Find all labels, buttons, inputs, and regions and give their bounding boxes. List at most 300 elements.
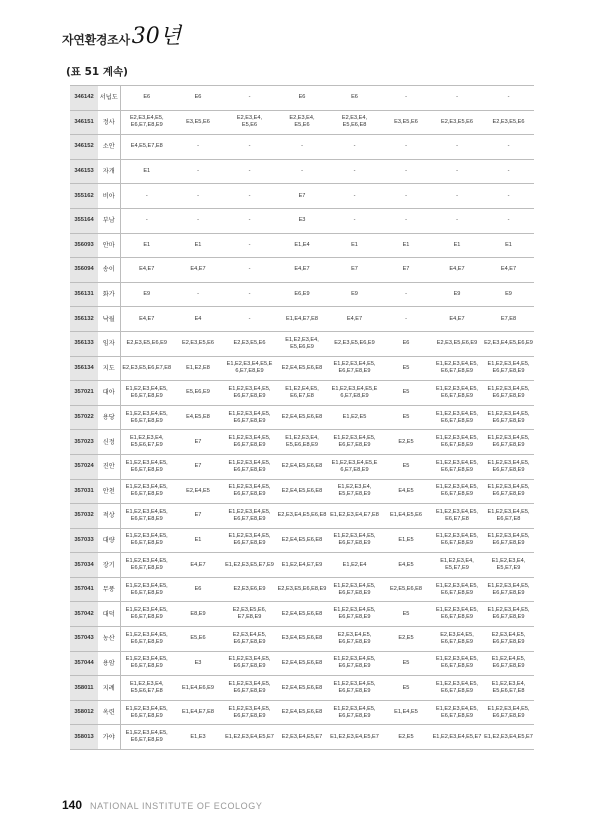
table-row <box>70 700 534 725</box>
map-code-cell: 356132 <box>70 307 98 332</box>
table-body <box>70 86 534 750</box>
value-cell: E2,E3,E4, E5,E6 <box>276 110 328 135</box>
value-cell: E1,E2,E3,E4,E5, E6,E7,E8,E9 <box>328 577 381 602</box>
header-title: 자연환경조사 <box>62 33 130 47</box>
map-name-cell: 대덕 <box>98 602 120 627</box>
value-cell: E1,E2,E3,E4,E5, E6,E7,E8,E9 <box>431 651 483 676</box>
value-cell: E2,E4,E5,E6,E8 <box>276 405 328 430</box>
value-cell: E1,E2,E3,E4,E5,E 6,E7,E8,E9 <box>223 356 276 381</box>
value-cell: E1,E2,E3,E4,E5, E6,E7,E8,E9 <box>483 577 534 602</box>
value-cell: E2,E3,E5,E6,E9 <box>120 331 173 356</box>
map-code-cell: 357021 <box>70 381 98 406</box>
value-cell: E2,E5 <box>381 725 431 750</box>
value-cell: E1,E2,E3,E4,E5, E6,E7,E8,E9 <box>328 528 381 553</box>
value-cell: - <box>223 86 276 111</box>
map-name-cell: 지례 <box>98 676 120 701</box>
map-code-cell: 346153 <box>70 159 98 184</box>
value-cell: E2,E5,E6,E8 <box>381 577 431 602</box>
value-cell: E1,E3 <box>173 725 223 750</box>
table-row <box>70 405 534 430</box>
table-row <box>70 282 534 307</box>
value-cell: - <box>223 208 276 233</box>
value-cell: E1,E2,E3,E4, E5,E6,E7,E8 <box>483 676 534 701</box>
value-cell: E5,E6,E9 <box>173 381 223 406</box>
value-cell: E1 <box>483 233 534 258</box>
value-cell: - <box>223 159 276 184</box>
value-cell: E9 <box>328 282 381 307</box>
value-cell: E1,E4,E6,E9 <box>173 676 223 701</box>
value-cell: E2,E3,E4,E5,E6,E9 <box>483 331 534 356</box>
value-cell: - <box>223 258 276 283</box>
value-cell: E2,E4,E5,E6,E8 <box>276 479 328 504</box>
map-name-cell: 지도 <box>98 356 120 381</box>
table-row <box>70 651 534 676</box>
map-code-cell: 357042 <box>70 602 98 627</box>
value-cell: - <box>328 159 381 184</box>
value-cell: - <box>173 135 223 160</box>
value-cell: E1,E4 <box>276 233 328 258</box>
value-cell: E1,E2,E3,E4,E5, E6,E7,E8,E9 <box>483 405 534 430</box>
value-cell: E2,E3,E4,E5, E6,E7,E8,E9 <box>120 110 173 135</box>
value-cell: E1,E2,E3,E4,E5, E6,E7,E8,E9 <box>120 528 173 553</box>
value-cell: E7 <box>173 430 223 455</box>
value-cell: E1,E2,E3,E4,E5, E6,E7,E8,E9 <box>120 651 173 676</box>
value-cell: E1,E2,E8 <box>173 356 223 381</box>
map-name-cell: 안마 <box>98 233 120 258</box>
value-cell: E1,E2,E4,E5, E6,E7,E8,E9 <box>483 651 534 676</box>
value-cell: - <box>483 184 534 209</box>
value-cell: E2,E4,E5,E6,E8 <box>276 700 328 725</box>
map-code-cell: 346152 <box>70 135 98 160</box>
value-cell: E6 <box>173 86 223 111</box>
value-cell: E5 <box>381 454 431 479</box>
value-cell: E1,E2,E3,E4, E5,E6,E7,E9 <box>120 430 173 455</box>
value-cell: - <box>431 86 483 111</box>
map-code-cell: 355164 <box>70 208 98 233</box>
table-row <box>70 258 534 283</box>
value-cell: E6 <box>276 86 328 111</box>
value-cell: - <box>431 135 483 160</box>
value-cell: E2,E3,E5,E6,E7,E8 <box>120 356 173 381</box>
map-name-cell: 정사 <box>98 110 120 135</box>
value-cell: E1,E4,E7,E8 <box>173 700 223 725</box>
value-cell: E2,E3,E6,E9 <box>223 577 276 602</box>
value-cell: E1,E2,E3,E4,E5, E6,E7,E8,E9 <box>223 504 276 529</box>
map-name-cell: 자개 <box>98 159 120 184</box>
value-cell: E1,E5 <box>381 528 431 553</box>
value-cell: E1,E2,E3,E4,E5,E7 <box>328 725 381 750</box>
value-cell: E4,E7 <box>483 258 534 283</box>
value-cell: E3,E5,E6 <box>173 110 223 135</box>
publisher-name: NATIONAL INSTITUTE OF ECOLOGY <box>90 801 263 811</box>
value-cell: E2,E5 <box>381 430 431 455</box>
value-cell: E4,E7 <box>120 258 173 283</box>
map-name-cell: 안천 <box>98 479 120 504</box>
map-name-cell: 임자 <box>98 331 120 356</box>
map-code-cell: 356134 <box>70 356 98 381</box>
value-cell: E1,E2,E3,E4,E5, E6,E7,E8 <box>483 504 534 529</box>
page-number: 140 <box>62 798 83 812</box>
value-cell: E5 <box>381 381 431 406</box>
table-row <box>70 233 534 258</box>
value-cell: E4,E7 <box>120 307 173 332</box>
value-cell: E1,E2,E3,E4,E5, E6,E7,E8,E9 <box>431 602 483 627</box>
map-code-cell: 357032 <box>70 504 98 529</box>
value-cell: E1,E2,E3,E4,E5, E6,E7,E8,E9 <box>483 479 534 504</box>
value-cell: - <box>381 135 431 160</box>
value-cell: E2,E4,E5,E6,E8 <box>276 356 328 381</box>
value-cell: E2,E4,E5 <box>173 479 223 504</box>
value-cell: - <box>381 208 431 233</box>
value-cell: E2,E3,E5,E6,E8,E9 <box>276 577 328 602</box>
map-code-cell: 357023 <box>70 430 98 455</box>
value-cell: E4,E7 <box>431 307 483 332</box>
map-name-cell: 낙월 <box>98 307 120 332</box>
map-name-cell: 용암 <box>98 651 120 676</box>
table-row <box>70 430 534 455</box>
value-cell: E1,E2,E3,E4,E5, E6,E7,E8,E9 <box>328 676 381 701</box>
value-cell: E2,E3,E4,E5, E6,E7,E8,E9 <box>223 627 276 652</box>
value-cell: - <box>431 184 483 209</box>
table-row <box>70 577 534 602</box>
value-cell: E1,E2,E3,E4,E5, E6,E7,E8,E9 <box>223 700 276 725</box>
value-cell: E1 <box>431 233 483 258</box>
value-cell: E4,E7 <box>328 307 381 332</box>
map-code-cell: 357043 <box>70 627 98 652</box>
value-cell: E2,E4,E5,E6,E8 <box>276 454 328 479</box>
value-cell: - <box>483 159 534 184</box>
table-row <box>70 381 534 406</box>
value-cell: E2,E3,E4,E5,E7 <box>276 725 328 750</box>
value-cell: - <box>483 208 534 233</box>
value-cell: E1 <box>173 528 223 553</box>
value-cell: E7 <box>173 504 223 529</box>
value-cell: E1,E2,E3,E4,E5, E6,E7,E8,E9 <box>483 700 534 725</box>
value-cell: E1,E2,E3,E4,E5, E6,E7,E8,E9 <box>431 700 483 725</box>
value-cell: E4,E7 <box>276 258 328 283</box>
value-cell: E7 <box>173 454 223 479</box>
map-code-cell: 357033 <box>70 528 98 553</box>
value-cell: - <box>381 86 431 111</box>
map-name-cell: 가야 <box>98 725 120 750</box>
value-cell: E1 <box>120 159 173 184</box>
value-cell: E2,E3,E5,E6 <box>173 331 223 356</box>
map-code-cell: 358012 <box>70 700 98 725</box>
value-cell: E1,E4,E7,E8 <box>276 307 328 332</box>
value-cell: E1 <box>381 233 431 258</box>
map-name-cell: 부남 <box>98 208 120 233</box>
value-cell: E1,E2,E3,E4,E5, E6,E7,E8,E9 <box>483 454 534 479</box>
value-cell: E1,E2,E3,E4,E5, E6,E7,E8 <box>431 504 483 529</box>
value-cell: E2,E3,E4,E5,E6,E8 <box>276 504 328 529</box>
map-name-cell: 송이 <box>98 258 120 283</box>
value-cell: E1 <box>328 233 381 258</box>
value-cell: - <box>223 307 276 332</box>
table-row <box>70 135 534 160</box>
map-name-cell: 화가 <box>98 282 120 307</box>
value-cell: E1,E2,E3,E4,E5, E6,E7,E8,E9 <box>223 405 276 430</box>
value-cell: E1,E2,E3,E4,E5, E6,E7,E8,E9 <box>431 454 483 479</box>
value-cell: E2,E3,E4,E5, E6,E7,E8,E9 <box>431 627 483 652</box>
map-name-cell: 비아 <box>98 184 120 209</box>
value-cell: E5 <box>381 651 431 676</box>
value-cell: E1,E2,E3,E4, E5,E7,E9 <box>431 553 483 578</box>
value-cell: E1,E2,E4 <box>328 553 381 578</box>
map-code-cell: 356094 <box>70 258 98 283</box>
map-name-cell: 무풍 <box>98 577 120 602</box>
table-row <box>70 110 534 135</box>
table-row <box>70 184 534 209</box>
value-cell: - <box>483 135 534 160</box>
value-cell: E1,E2,E3,E4,E5, E6,E7,E8,E9 <box>120 454 173 479</box>
value-cell: E1,E2,E4,E5, E6,E7,E8 <box>276 381 328 406</box>
value-cell: E1,E2,E3,E4,E5, E6,E7,E8,E9 <box>223 381 276 406</box>
value-cell: E5 <box>381 405 431 430</box>
table-row <box>70 307 534 332</box>
value-cell: E2,E4,E5,E6,E8 <box>276 676 328 701</box>
value-cell: E3 <box>276 208 328 233</box>
table-row <box>70 356 534 381</box>
value-cell: E1,E2,E3,E4, E5,E7,E9 <box>483 553 534 578</box>
value-cell: E1,E2,E3,E4,E5, E6,E7,E8,E9 <box>223 479 276 504</box>
map-code-cell: 357041 <box>70 577 98 602</box>
value-cell: - <box>120 208 173 233</box>
value-cell: E2,E3,E5,E6, E7,E8,E9 <box>223 602 276 627</box>
value-cell: E1,E2,E3,E4,E5, E6,E7,E8,E9 <box>223 454 276 479</box>
value-cell: E5 <box>381 676 431 701</box>
table-row <box>70 627 534 652</box>
value-cell: E1,E2,E3,E4,E5, E6,E7,E8,E9 <box>431 528 483 553</box>
table-row <box>70 504 534 529</box>
value-cell: - <box>223 184 276 209</box>
value-cell: E1,E2,E3,E4,E5, E6,E7,E8,E9 <box>120 602 173 627</box>
value-cell: E1,E4,E5 <box>381 700 431 725</box>
value-cell: E1,E4,E5,E6 <box>381 504 431 529</box>
value-cell: - <box>431 159 483 184</box>
map-code-cell: 357031 <box>70 479 98 504</box>
value-cell: - <box>328 208 381 233</box>
value-cell: E1,E2,E3,E4,E5, E6,E7,E8,E9 <box>431 577 483 602</box>
value-cell: E1,E2,E3,E4,E5, E6,E7,E8,E9 <box>328 602 381 627</box>
value-cell: E2,E3,E5,E6 <box>431 110 483 135</box>
value-cell: - <box>328 135 381 160</box>
value-cell: - <box>328 184 381 209</box>
value-cell: E2,E3,E4,E5, E6,E7,E8,E9 <box>483 627 534 652</box>
map-code-cell: 358013 <box>70 725 98 750</box>
value-cell: E4,E5,E7,E8 <box>120 135 173 160</box>
value-cell: E3 <box>173 651 223 676</box>
value-cell: E7 <box>276 184 328 209</box>
map-name-cell: 진안 <box>98 454 120 479</box>
value-cell: E1,E2,E3,E4,E5, E6,E7,E8,E9 <box>120 577 173 602</box>
value-cell: E2,E3,E5,E6,E9 <box>328 331 381 356</box>
value-cell: E2,E3,E5,E6 <box>483 110 534 135</box>
table-row <box>70 553 534 578</box>
value-cell: - <box>276 135 328 160</box>
value-cell: E1,E2,E3,E4,E7,E8 <box>328 504 381 529</box>
value-cell: E5 <box>381 356 431 381</box>
value-cell: E1,E2,E3,E4,E5, E6,E7,E8,E9 <box>120 700 173 725</box>
value-cell: E1,E2,E3,E4,E5, E6,E7,E8,E9 <box>120 627 173 652</box>
table-row <box>70 159 534 184</box>
value-cell: - <box>120 184 173 209</box>
value-cell: E7 <box>328 258 381 283</box>
value-cell: E1,E2,E3,E5,E7,E9 <box>223 553 276 578</box>
value-cell: E6,E9 <box>276 282 328 307</box>
value-cell: - <box>223 282 276 307</box>
value-cell: E1,E2,E3,E4,E5, E6,E7,E8,E9 <box>431 356 483 381</box>
value-cell: E1,E2,E3,E4,E5,E 6,E7,E8,E9 <box>328 381 381 406</box>
value-cell: E1,E2,E3,E4,E5, E6,E7,E8,E9 <box>223 430 276 455</box>
value-cell: E1,E2,E3,E4,E5,E7 <box>431 725 483 750</box>
value-cell: - <box>381 282 431 307</box>
value-cell: E2,E3,E5,E6 <box>223 331 276 356</box>
value-cell: E2,E3,E4, E5,E6,E8 <box>328 110 381 135</box>
value-cell: E4,E7 <box>173 258 223 283</box>
value-cell: E1,E2,E3,E4,E5, E6,E7,E8,E9 <box>120 479 173 504</box>
map-code-cell: 357022 <box>70 405 98 430</box>
running-header <box>62 18 181 48</box>
value-cell: - <box>381 159 431 184</box>
table-row <box>70 479 534 504</box>
value-cell: E3,E4,E5,E6,E8 <box>276 627 328 652</box>
value-cell: E1,E2,E3,E4,E5, E6,E7,E8,E9 <box>431 405 483 430</box>
header-30-logo: 30년 <box>131 24 182 49</box>
value-cell: E9 <box>483 282 534 307</box>
map-code-cell: 357034 <box>70 553 98 578</box>
value-cell: E1,E2,E3,E4,E5, E6,E7,E8,E9 <box>328 651 381 676</box>
value-cell: - <box>173 159 223 184</box>
value-cell: E1,E2,E3,E4, E5,E6,E9 <box>276 331 328 356</box>
value-cell: E2,E4,E5,E6,E8 <box>276 528 328 553</box>
value-cell: - <box>173 184 223 209</box>
table-row <box>70 86 534 111</box>
map-name-cell: 신정 <box>98 430 120 455</box>
value-cell: E1 <box>120 233 173 258</box>
table-row <box>70 454 534 479</box>
table-caption: (표 51 계속) <box>66 66 128 78</box>
map-name-cell: 옥련 <box>98 700 120 725</box>
value-cell: - <box>223 233 276 258</box>
value-cell: - <box>276 159 328 184</box>
map-name-cell: 소안 <box>98 135 120 160</box>
value-cell: E5,E6 <box>173 627 223 652</box>
map-name-cell: 농산 <box>98 627 120 652</box>
table-row <box>70 725 534 750</box>
value-cell: E1,E2,E3,E4,E5, E6,E7,E8,E9 <box>223 528 276 553</box>
value-cell: - <box>381 184 431 209</box>
page-footer <box>62 798 262 812</box>
map-name-cell: 대아 <box>98 381 120 406</box>
value-cell: E4,E5 <box>381 553 431 578</box>
value-cell: E1,E2,E3,E4,E5, E6,E7,E8,E9 <box>483 381 534 406</box>
map-name-cell: 용당 <box>98 405 120 430</box>
value-cell: E4,E7 <box>431 258 483 283</box>
value-cell: E1,E2,E3,E4,E5, E6,E7,E8,E9 <box>120 725 173 750</box>
value-cell: E4 <box>173 307 223 332</box>
value-cell: E1,E2,E3,E4,E5, E6,E7,E8,E9 <box>223 676 276 701</box>
map-name-cell: 서넙도 <box>98 86 120 111</box>
map-name-cell: 적상 <box>98 504 120 529</box>
value-cell: E1,E2,E3,E4, E5,E6,E7,E8 <box>120 676 173 701</box>
value-cell: E1,E2,E3,E4,E5, E6,E7,E8,E9 <box>328 430 381 455</box>
value-cell: E2,E3,E4,E5, E6,E7,E8,E9 <box>328 627 381 652</box>
value-cell: - <box>483 86 534 111</box>
map-code-cell: 357024 <box>70 454 98 479</box>
table-row <box>70 208 534 233</box>
value-cell: E1,E2,E3,E4,E5, E6,E7,E8,E9 <box>120 381 173 406</box>
value-cell: E1,E2,E3,E4,E5, E6,E7,E8,E9 <box>483 528 534 553</box>
value-cell: E2,E4,E5,E6,E8 <box>276 602 328 627</box>
table-row <box>70 602 534 627</box>
table-row <box>70 676 534 701</box>
value-cell: E5 <box>381 602 431 627</box>
value-cell: E2,E4,E5,E6,E8 <box>276 651 328 676</box>
map-name-cell: 장기 <box>98 553 120 578</box>
map-code-cell: 356131 <box>70 282 98 307</box>
value-cell: E1,E2,E3,E4,E5, E6,E7,E8,E9 <box>431 676 483 701</box>
map-code-cell: 356093 <box>70 233 98 258</box>
value-cell: E6 <box>120 86 173 111</box>
value-cell: E4,E5,E8 <box>173 405 223 430</box>
map-code-cell: 346142 <box>70 86 98 111</box>
value-cell: E1,E2,E3,E4,E5, E6,E7,E8,E9 <box>431 381 483 406</box>
value-cell: E7 <box>381 258 431 283</box>
value-cell: E1,E2,E3,E4,E5, E6,E7,E8,E9 <box>328 356 381 381</box>
value-cell: E1,E2,E3,E4,E5,E 6,E7,E8,E9 <box>328 454 381 479</box>
map-code-cell: 358011 <box>70 676 98 701</box>
value-cell: E1,E2,E3,E4, E5,E6,E8,E9 <box>276 430 328 455</box>
value-cell: E1,E2,E3,E4,E5,E7 <box>223 725 276 750</box>
value-cell: E2,E3,E4, E5,E6 <box>223 110 276 135</box>
table-row <box>70 331 534 356</box>
value-cell: E3,E5,E6 <box>381 110 431 135</box>
value-cell: E2,E5 <box>381 627 431 652</box>
value-cell: E1,E2,E3,E4,E5, E6,E7,E8,E9 <box>120 504 173 529</box>
value-cell: E8,E9 <box>173 602 223 627</box>
value-cell: E1,E2,E3,E4,E5, E6,E7,E8,E9 <box>483 430 534 455</box>
map-code-cell: 356133 <box>70 331 98 356</box>
map-code-cell: 357044 <box>70 651 98 676</box>
value-cell: E6 <box>328 86 381 111</box>
value-cell: E1,E2,E3,E4,E5, E6,E7,E8,E9 <box>120 553 173 578</box>
value-cell: E1,E2,E3,E4, E5,E7,E8,E9 <box>328 479 381 504</box>
value-cell: E1,E2,E3,E4,E5, E6,E7,E8,E9 <box>431 479 483 504</box>
table-row <box>70 528 534 553</box>
value-cell: E1,E2,E3,E4,E5, E6,E7,E8,E9 <box>328 700 381 725</box>
map-code-cell: 355162 <box>70 184 98 209</box>
value-cell: E1,E2,E3,E4,E5, E6,E7,E8,E9 <box>483 602 534 627</box>
value-cell: E1,E2,E3,E4,E5, E6,E7,E8,E9 <box>483 356 534 381</box>
map-name-cell: 대량 <box>98 528 120 553</box>
value-cell: E4,E7 <box>173 553 223 578</box>
value-cell: - <box>173 208 223 233</box>
value-cell: E4,E5 <box>381 479 431 504</box>
value-cell: E9 <box>120 282 173 307</box>
data-table <box>70 85 534 750</box>
value-cell: E1,E2,E5 <box>328 405 381 430</box>
value-cell: E7,E8 <box>483 307 534 332</box>
value-cell: E1,E2,E4,E7,E9 <box>276 553 328 578</box>
value-cell: E2,E3,E5,E6,E9 <box>431 331 483 356</box>
value-cell: E1 <box>173 233 223 258</box>
value-cell: - <box>173 282 223 307</box>
value-cell: E1,E2,E3,E4,E5,E7 <box>483 725 534 750</box>
value-cell: E1,E2,E3,E4,E5, E6,E7,E8,E9 <box>431 430 483 455</box>
value-cell: - <box>223 135 276 160</box>
value-cell: - <box>381 307 431 332</box>
value-cell: E6 <box>173 577 223 602</box>
